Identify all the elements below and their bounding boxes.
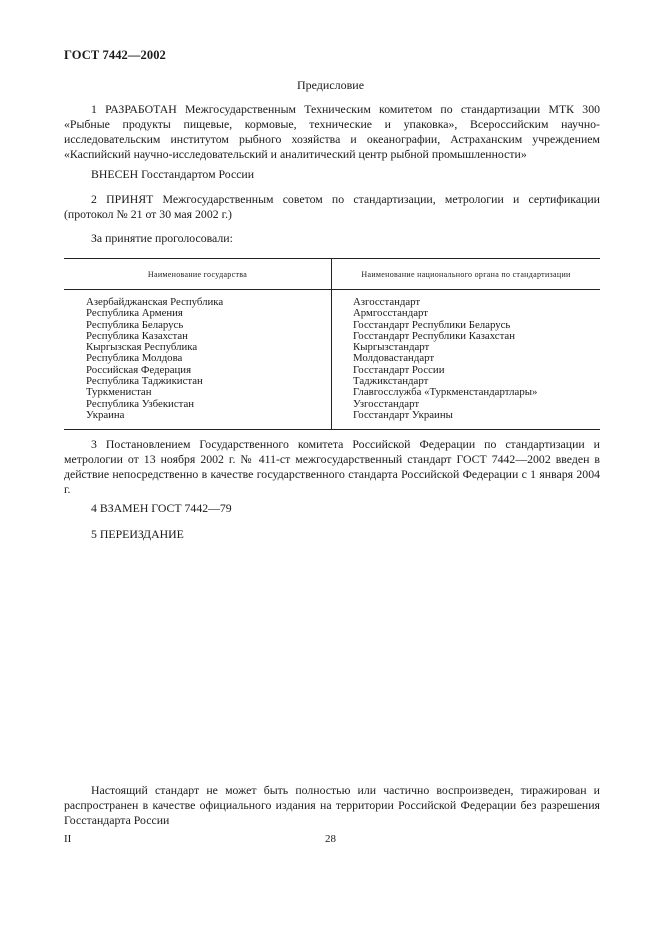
document-code: ГОСТ 7442—2002 bbox=[64, 48, 166, 62]
table-cell-body: Госстандарт Украины bbox=[353, 408, 453, 421]
table-cell-state: Республика Молдова bbox=[86, 352, 183, 365]
table-cell-body: Кыргызстандарт bbox=[353, 341, 430, 354]
table-header-body: Наименование национального органа по стандартизации bbox=[361, 270, 571, 279]
table-divider-vertical bbox=[331, 259, 332, 429]
section-introduced: ВНЕСЕН Госстандартом России bbox=[91, 167, 255, 181]
table-cell-body: Таджикстандарт bbox=[353, 375, 429, 388]
table-cell-state: Республика Казахстан bbox=[86, 329, 188, 342]
table-cell-state: Азербайджанская Республика bbox=[86, 296, 224, 308]
table-cell-body: Азгосстандарт bbox=[353, 296, 421, 308]
section-adopted: 2 ПРИНЯТ Межгосударственным советом по стандартизации, метрологии и сертификации (протокол № 21 от 30 мая 2002 г.) bbox=[64, 192, 600, 221]
section-reissue: 5 ПЕРЕИЗДАНИЕ bbox=[91, 527, 184, 541]
page-number: 28 bbox=[325, 833, 336, 845]
table-cell-state: Туркменистан bbox=[86, 386, 152, 399]
table-cell-body: Молдовастандарт bbox=[353, 352, 435, 365]
table-cell-body: Госстандарт Республики Беларусь bbox=[353, 318, 511, 331]
table-cell-state: Кыргызская Республика bbox=[86, 341, 198, 354]
table-cell-state: Республика Таджикистан bbox=[86, 375, 203, 388]
table-cell-state: Российская Федерация bbox=[86, 363, 192, 376]
table-divider-header bbox=[64, 289, 600, 290]
table-cell-body: Армгосстандарт bbox=[353, 307, 428, 320]
table-cell-state: Украина bbox=[86, 408, 125, 421]
voting-table bbox=[64, 258, 600, 430]
table-column-bodies bbox=[353, 297, 537, 421]
table-cell-body: Госстандарт России bbox=[353, 363, 445, 376]
section-replaces: 4 ВЗАМЕН ГОСТ 7442—79 bbox=[91, 501, 232, 515]
table-cell-state: Республика Армения bbox=[86, 307, 183, 320]
table-column-states bbox=[86, 297, 223, 421]
section-developed: 1 РАЗРАБОТАН Межгосударственным Техническим комитетом по стандартизации МТК 300 «Рыбные продукты пищевые, кормовые, технические и упаковка», Всероссийским научно-исследовательским институтом рыбного хозяйства и океанографии, Астраханским учреждением «Каспийский научно-исследовательский и аналитический центр рыбной промышленности» bbox=[64, 102, 600, 161]
voted-label: За принятие проголосовали: bbox=[91, 231, 233, 245]
page-roman-numeral: II bbox=[64, 833, 72, 845]
page-title: Предисловие bbox=[296, 78, 365, 92]
table-cell-body: Главгосслужба «Туркменстандартлары» bbox=[353, 386, 538, 399]
table-cell-state: Республика Узбекистан bbox=[86, 397, 195, 410]
copyright-notice: Настоящий стандарт не может быть полностью или частично воспроизведен, тиражирован и распространен в качестве официального издания на территории Российской Федерации без разрешения Госстандарта России bbox=[64, 783, 600, 827]
table-header-state: Наименование государства bbox=[147, 270, 248, 279]
section-resolution: 3 Постановлением Государственного комитета Российской Федерации по стандартизации и метрологии от 13 ноября 2002 г. № 411-ст межгосударственный стандарт ГОСТ 7442—2002 введен в действие непосредственно в качестве государственного стандарта Российской Федерации с 1 января 2004 г. bbox=[64, 437, 600, 496]
table-cell-body: Узгосстандарт bbox=[353, 397, 420, 410]
table-cell-state: Республика Беларусь bbox=[86, 318, 184, 331]
table-cell-body: Госстандарт Республики Казахстан bbox=[353, 329, 515, 342]
